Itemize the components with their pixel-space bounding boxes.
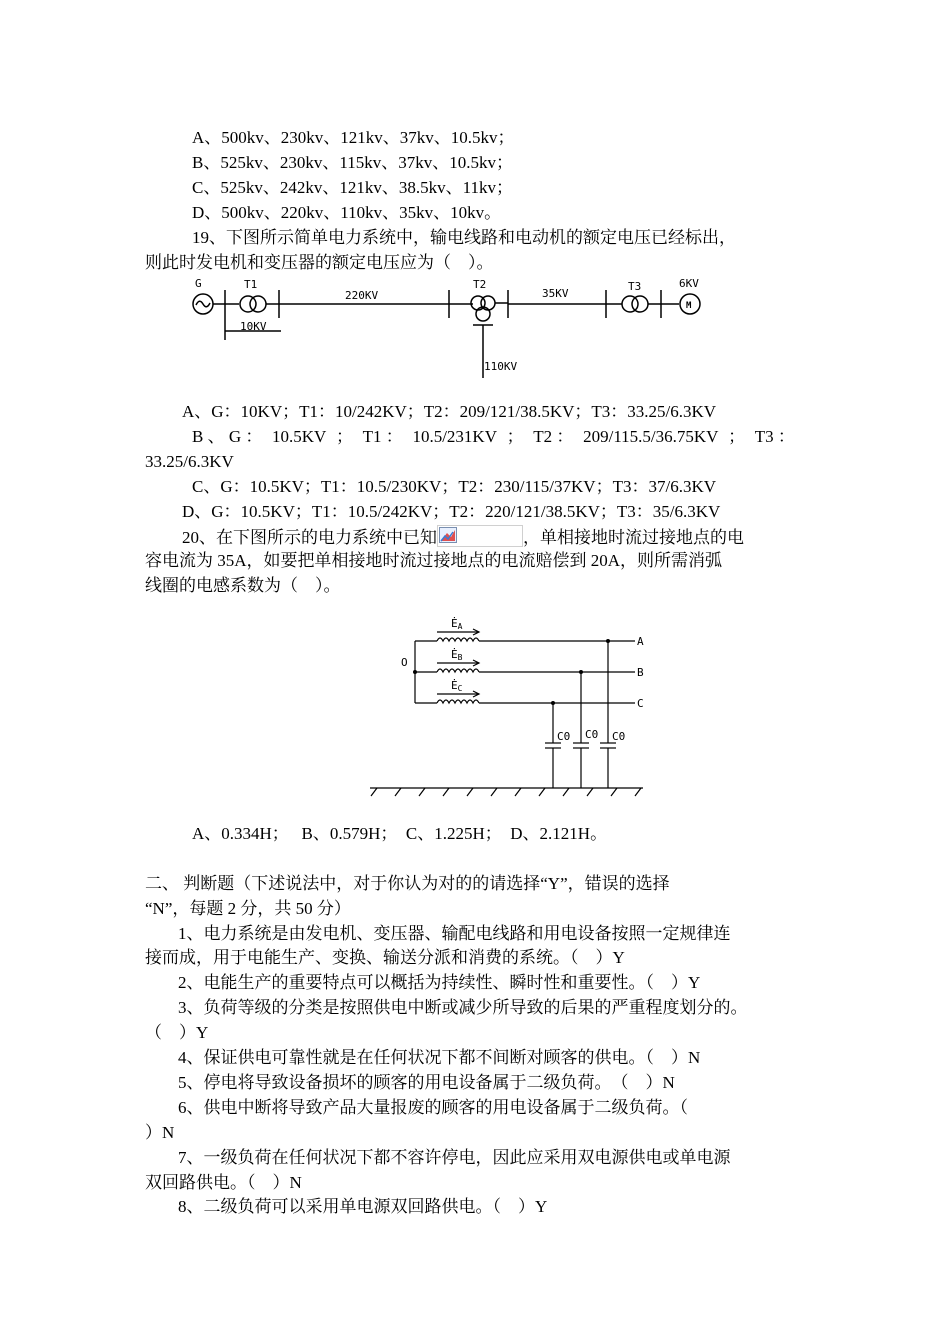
q19-option-b: B 、 G ： 10.5KV ； T1 ： 10.5/231KV ； T2 ： 209/115.5/36.75KV ； T3 ： <box>192 427 795 446</box>
q19-option-b-continued: 33.25/6.3KV <box>145 452 234 471</box>
t3-transformer-symbol <box>622 296 638 312</box>
section2-heading-line1: 二、 判断题（下述说法中，对于你认为对的的请选择“Y”，错误的选择 <box>145 874 670 893</box>
label-t1: T1 <box>244 278 258 291</box>
q20-stem-line2: 容电流为 35A，如要把单相接地时流过接地点的电流赔偿到 20A，则所需消弧 <box>145 551 723 570</box>
tf-item-7-line1: 7、一级负荷在任何状况下都不容许停电，因此应采用双电源供电或单电源 <box>178 1148 731 1167</box>
label-ea: ĖA <box>451 617 463 631</box>
label-220kv: 220KV <box>345 289 379 302</box>
label-eb: ĖB <box>451 648 463 662</box>
broken-image-icon <box>437 525 523 547</box>
label-c0-2: C0 <box>585 728 599 741</box>
label-6kv: 6KV <box>679 277 699 290</box>
label-m: M <box>686 301 692 311</box>
q20-options: A、0.334H； B、0.579H； C、1.225H； D、2.121H。 <box>192 824 608 843</box>
tf-item-4: 4、保证供电可靠性就是在任何状况下都不间断对顾客的供电。（ ）N <box>178 1048 701 1067</box>
label-phase-b: B <box>637 666 644 679</box>
label-10kv: 10KV <box>240 320 267 333</box>
q19-option-c: C、G：10.5KV；T1：10.5/230KV；T2：230/115/37KV；T3：37/6.3KV <box>192 477 716 496</box>
t1-transformer-symbol <box>240 296 256 312</box>
q20-arc-suppression-diagram <box>365 605 665 800</box>
label-t3: T3 <box>628 280 642 293</box>
tf-item-6-line2: ）N <box>145 1123 175 1142</box>
q19-option-d: D、G：10.5KV；T1：10.5/242KV；T2：220/121/38.5KV；T3：35/6.3KV <box>182 502 721 521</box>
tf-item-3-line1: 3、负荷等级的分类是按照供电中断或减少所导致的后果的严重程度划分的。 <box>178 998 748 1017</box>
label-t2: T2 <box>473 278 487 291</box>
q20-stem-line1: 20、在下图所示的电力系统中已知 ，单相接地时流过接地点的电 <box>182 525 744 549</box>
tf-item-1-line2: 接而成，用于电能生产、变换、输送分派和消费的系统。（ ）Y <box>145 948 625 967</box>
tf-item-6-line1: 6、供电中断将导致产品大量报废的顾客的用电设备属于二级负荷。（ <box>178 1098 688 1117</box>
q18-option-b: B、525kv、230kv、115kv、37kv、10.5kv； <box>192 153 513 172</box>
tf-item-5: 5、停电将导致设备损坏的顾客的用电设备属于二级负荷。 （ ）N <box>178 1073 675 1092</box>
q19-option-a: A、G：10KV；T1：10/242KV；T2：209/121/38.5KV；T3：33.25/6.3KV <box>182 402 717 421</box>
q18-option-c: C、525kv、242kv、121kv、38.5kv、11kv； <box>192 178 513 197</box>
q20-stem-line3: 线圈的电感系数为（ ）。 <box>145 576 341 595</box>
label-c0-3: C0 <box>612 730 626 743</box>
label-ec: ĖC <box>451 679 463 693</box>
label-35kv: 35KV <box>542 287 569 300</box>
label-g: G <box>195 277 202 290</box>
label-c0-1: C0 <box>557 730 571 743</box>
label-phase-a: A <box>637 635 644 648</box>
tf-item-8: 8、二级负荷可以采用单电源双回路供电。（ ）Y <box>178 1197 548 1216</box>
tf-item-1-line1: 1、电力系统是由发电机、变压器、输配电线路和用电设备按照一定规律连 <box>178 924 731 943</box>
q19-power-system-diagram <box>185 276 715 380</box>
q18-option-d: D、500kv、220kv、110kv、35kv、10kv。 <box>192 203 502 222</box>
q19-stem-line2: 则此时发电机和变压器的额定电压应为（ ）。 <box>145 253 494 272</box>
label-o: O <box>401 656 408 669</box>
tf-item-3-line2: （ ）Y <box>145 1023 209 1042</box>
q18-option-a: A、500kv、230kv、121kv、37kv、10.5kv； <box>192 128 515 147</box>
tf-item-2: 2、电能生产的重要特点可以概括为持续性、瞬时性和重要性。（ ）Y <box>178 973 701 992</box>
q19-stem-line1: 19、下图所示简单电力系统中，输电线路和电动机的额定电压已经标出， <box>192 228 736 247</box>
tf-item-7-line2: 双回路供电。（ ）N <box>145 1173 302 1192</box>
label-phase-c: C <box>637 697 644 710</box>
section2-heading-line2: “N”，每题 2 分，共 50 分） <box>145 899 351 918</box>
label-110kv: 110KV <box>484 360 518 373</box>
